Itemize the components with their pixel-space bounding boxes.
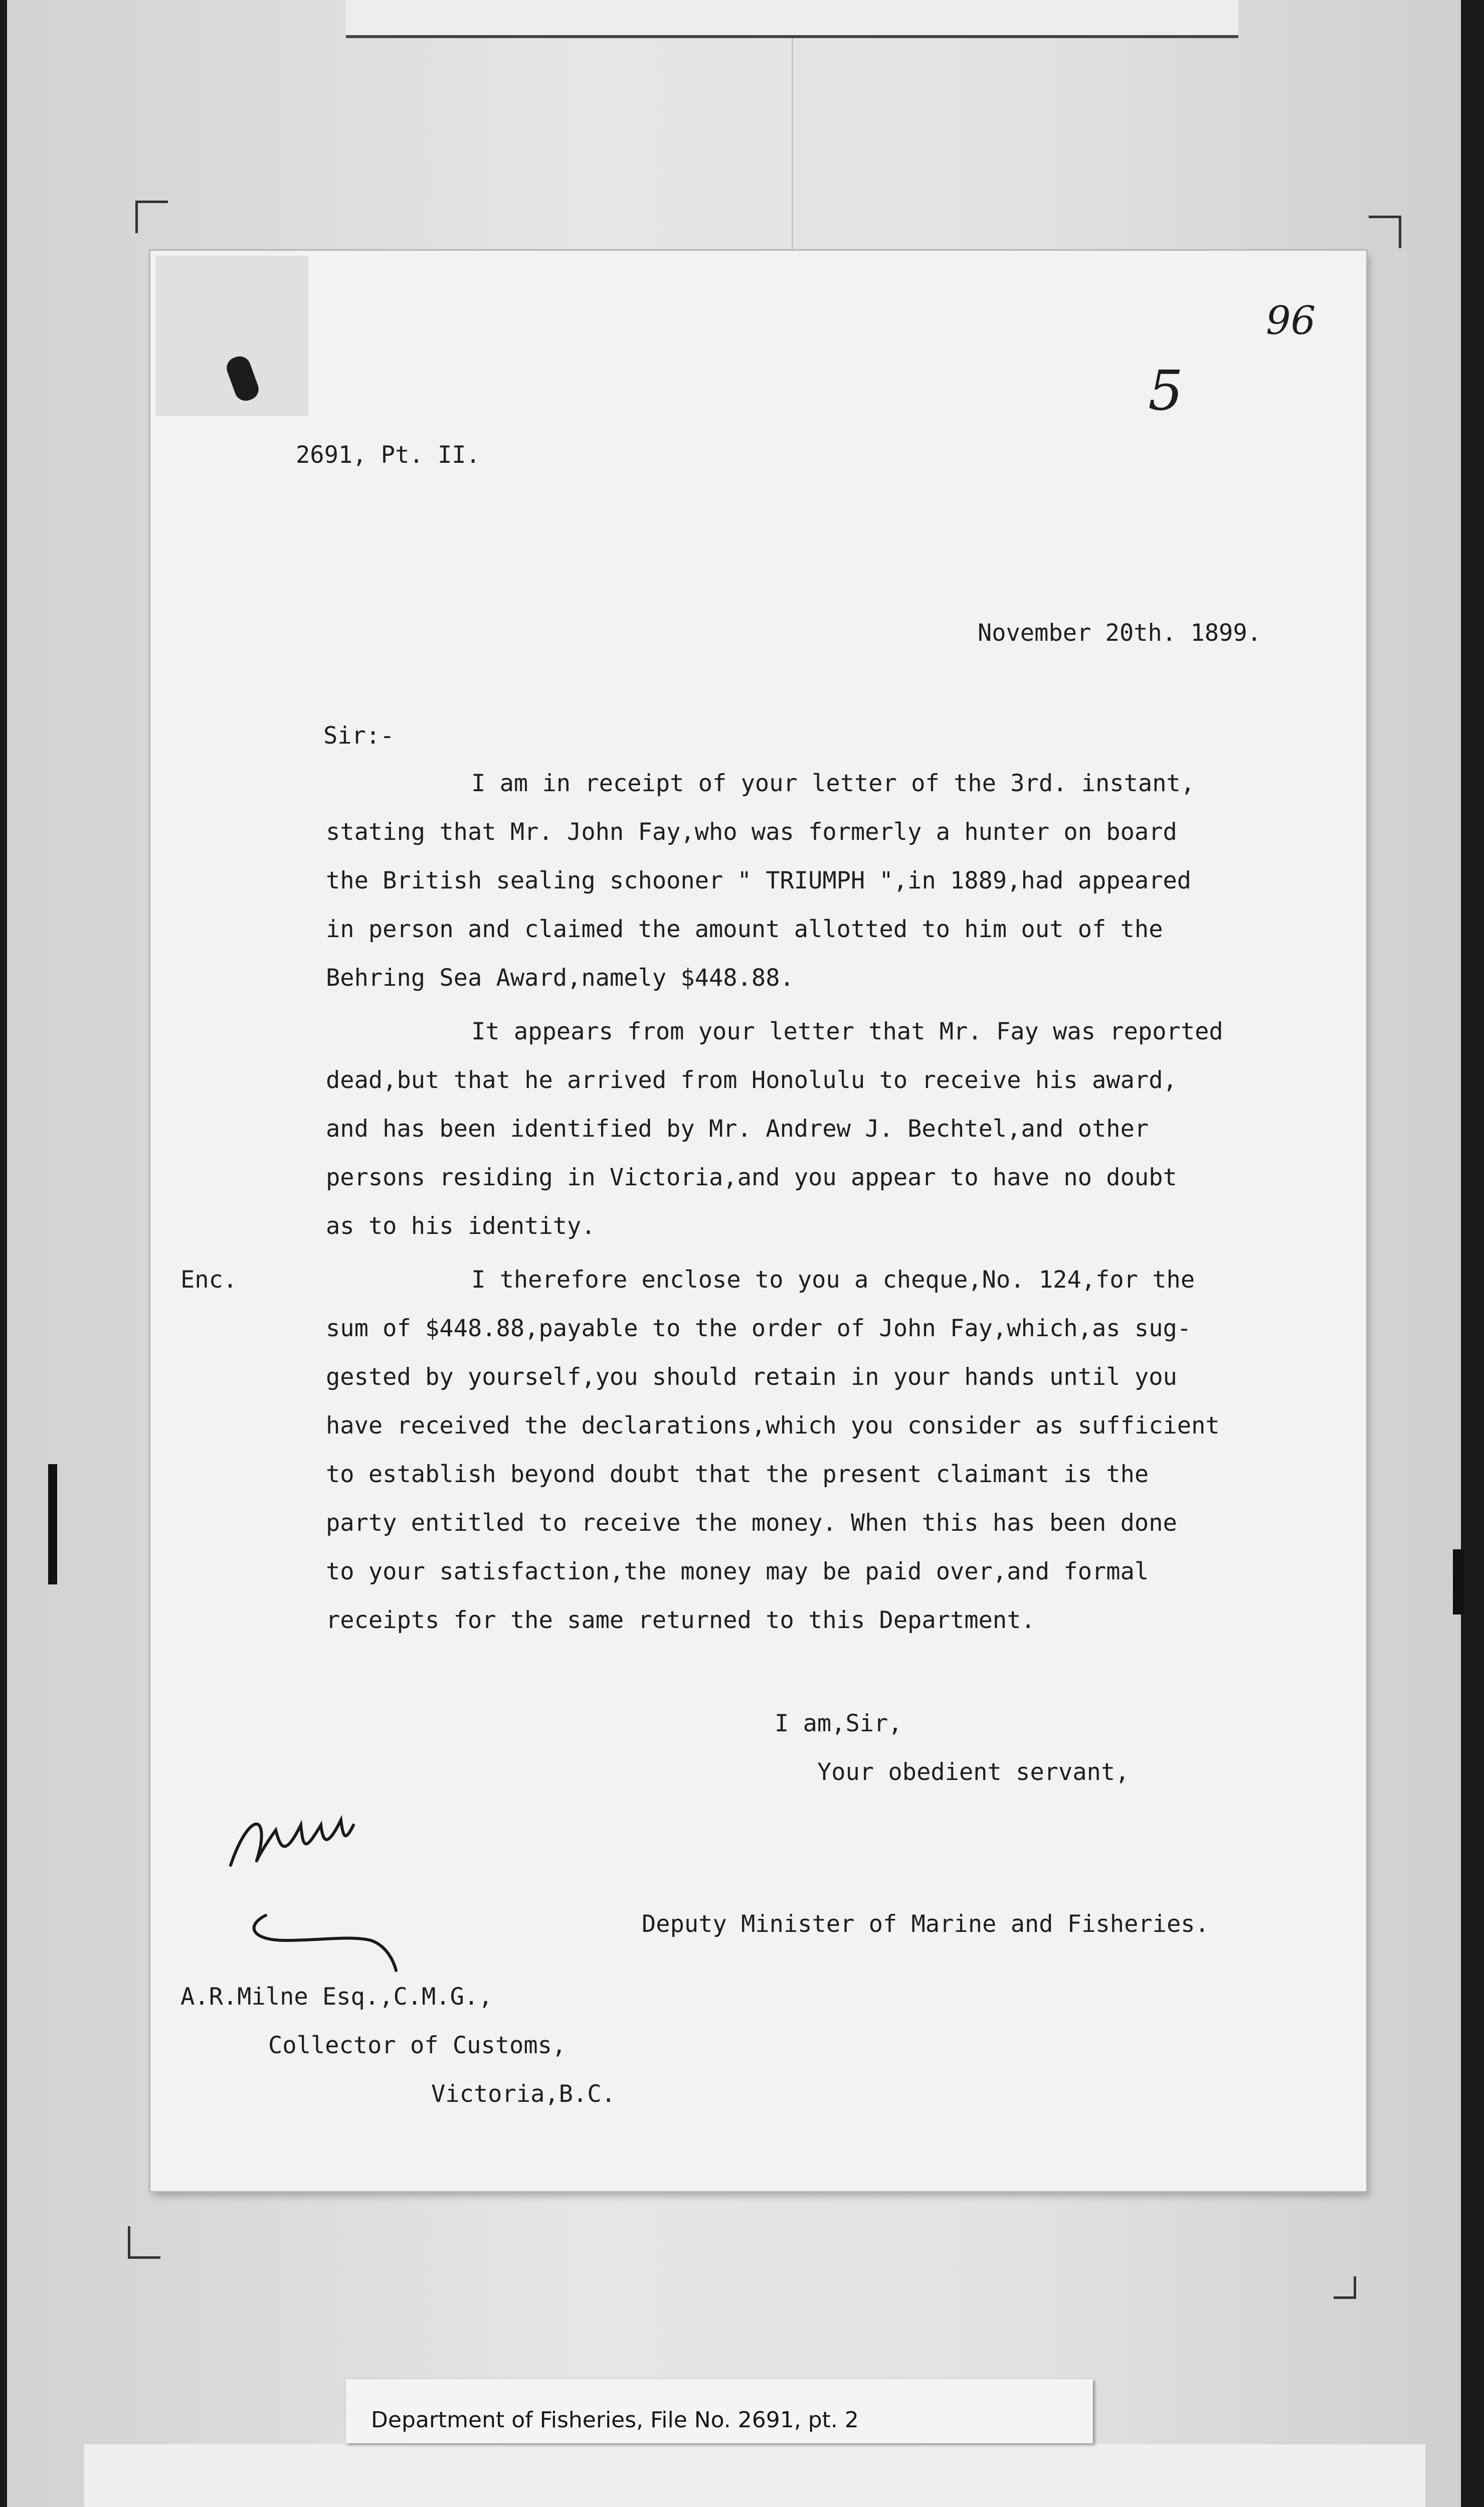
body-line: I therefore enclose to you a cheque,No. 124,for the bbox=[471, 1266, 1195, 1294]
body-line: sum of $448.88,payable to the order of John Fay,which,as sug- bbox=[326, 1315, 1192, 1342]
enclosure-note: Enc. bbox=[180, 1266, 238, 1294]
salutation: Sir:- bbox=[323, 722, 395, 750]
body-line: It appears from your letter that Mr. Fay was reported bbox=[471, 1018, 1223, 1045]
film-edge-mark-left bbox=[48, 1464, 57, 1584]
signature-title: Deputy Minister of Marine and Fisheries. bbox=[642, 1910, 1209, 1938]
body-line: gested by yourself,you should retain in your hands until you bbox=[326, 1363, 1177, 1391]
addressee-line: Collector of Customs, bbox=[268, 2032, 567, 2059]
body-line: persons residing in Victoria,and you appear to have no doubt bbox=[326, 1164, 1177, 1191]
addressee-line: Victoria,B.C. bbox=[431, 2080, 616, 2108]
body-line: receipts for the same returned to this Department. bbox=[326, 1606, 1035, 1634]
body-line: I am in receipt of your letter of the 3rd. instant, bbox=[471, 770, 1195, 797]
folio-number: 96 bbox=[1266, 298, 1316, 343]
letter-date: November 20th. 1899. bbox=[978, 619, 1261, 647]
body-line: dead,but that he arrived from Honolulu to receive his award, bbox=[326, 1066, 1177, 1094]
addressee-line: A.R.Milne Esq.,C.M.G., bbox=[180, 1983, 493, 2011]
body-line: as to his identity. bbox=[326, 1212, 596, 1240]
file-label: Department of Fisheries, File No. 2691, pt. 2 bbox=[371, 2407, 859, 2433]
file-reference: 2691, Pt. II. bbox=[296, 441, 480, 469]
body-line: and has been identified by Mr. Andrew J. Bechtel,and other bbox=[326, 1115, 1149, 1143]
body-line: Behring Sea Award,namely $448.88. bbox=[326, 964, 794, 992]
letter-page bbox=[150, 251, 1366, 2191]
previous-page-edge bbox=[346, 0, 1238, 38]
file-label-strip bbox=[346, 2379, 1093, 2443]
corner-mark-bottom-right bbox=[1334, 2276, 1356, 2299]
closing-line: Your obedient servant, bbox=[817, 1758, 1130, 1786]
handwritten-initials-signature bbox=[221, 1790, 411, 1976]
body-line: stating that Mr. John Fay,who was formerly a hunter on board bbox=[326, 818, 1177, 846]
folio-mark: 5 bbox=[1148, 359, 1183, 423]
body-line: have received the declarations,which you consider as sufficient bbox=[326, 1412, 1220, 1440]
closing-line: I am,Sir, bbox=[775, 1710, 902, 1737]
corner-mark-top-right bbox=[1369, 216, 1401, 248]
body-line: to your satisfaction,the money may be paid over,and formal bbox=[326, 1558, 1149, 1585]
corner-mark-bottom-left bbox=[128, 2226, 160, 2259]
body-line: in person and claimed the amount allotted to him out of the bbox=[326, 916, 1163, 943]
public-archives-card bbox=[84, 2444, 1425, 2507]
body-line: party entitled to receive the money. When this has been done bbox=[326, 1509, 1177, 1537]
body-line: to establish beyond doubt that the present claimant is the bbox=[326, 1461, 1149, 1488]
staple-icon bbox=[224, 353, 262, 404]
corner-mark-top-left bbox=[135, 201, 168, 233]
body-line: the British sealing schooner " TRIUMPH ",in 1889,had appeared bbox=[326, 867, 1192, 894]
staple-area bbox=[155, 256, 308, 416]
film-edge-mark-right bbox=[1453, 1549, 1464, 1615]
